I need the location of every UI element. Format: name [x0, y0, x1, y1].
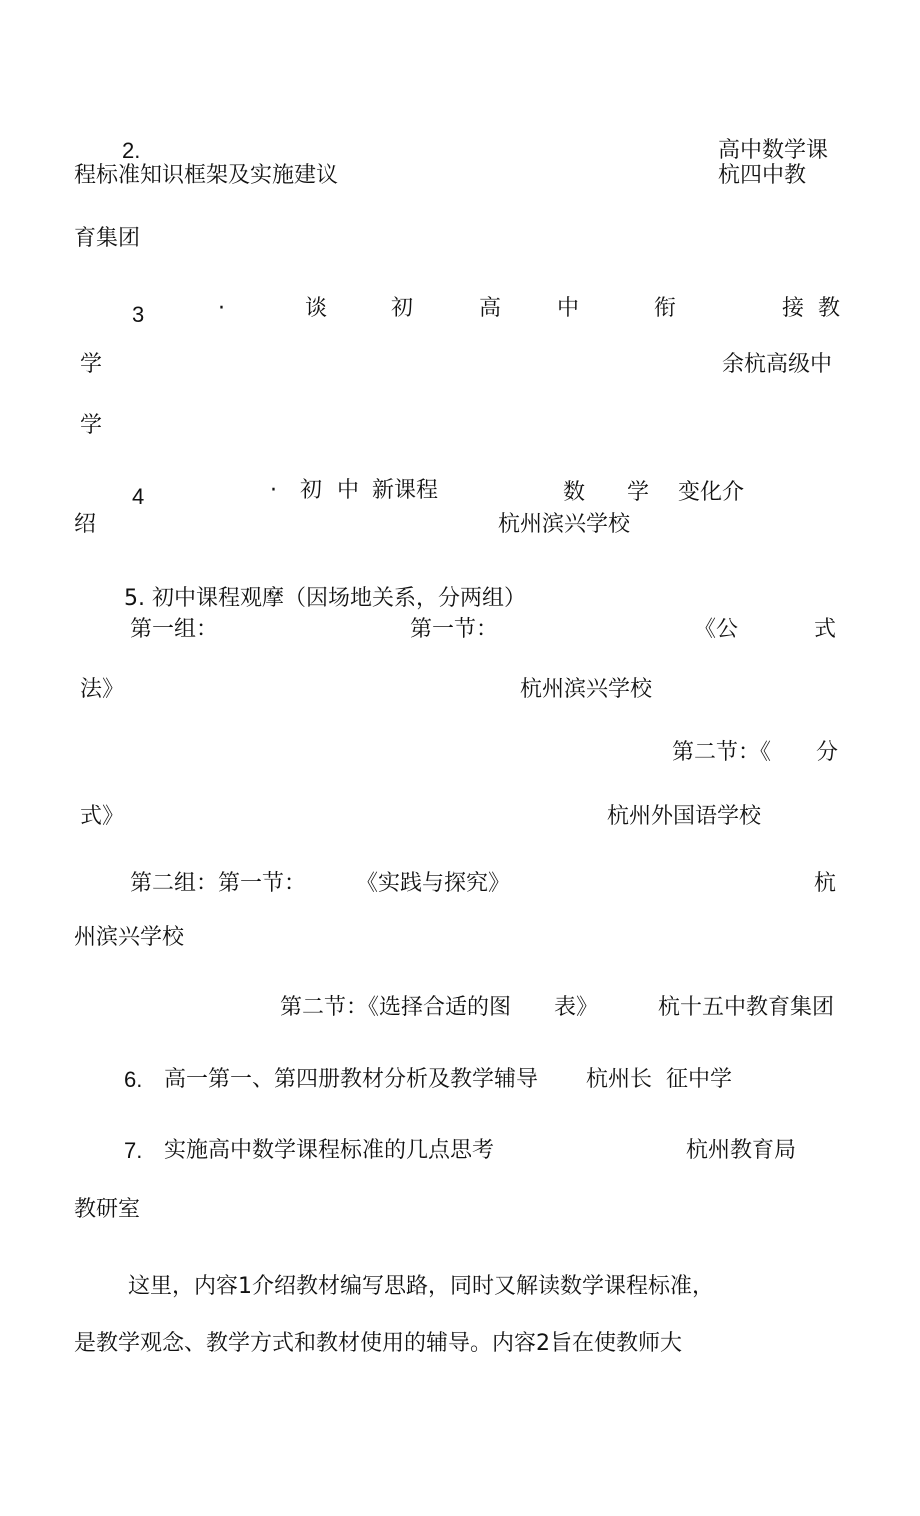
- item-5-heading: 5. 初中课程观摩（因场地关系，分两组）: [124, 586, 526, 611]
- item-3-word-4: 中: [557, 296, 580, 321]
- item-3-word-5: 衔: [654, 296, 677, 321]
- item-3-word-1: 谈: [305, 296, 328, 321]
- item-7-title: 实施高中数学课程标准的几点思考: [164, 1138, 495, 1163]
- group-2-session-2-label-b: 表》: [554, 995, 599, 1020]
- item-2-title-part-a: 高中数学课: [718, 138, 829, 163]
- group-1-label: 第一组：: [130, 617, 219, 642]
- item-4-number: 4: [132, 484, 145, 509]
- group-1-session-2-title-b: 式》: [80, 804, 125, 829]
- group-1-session-1-org: 杭州滨兴学校: [520, 677, 653, 702]
- item-3-word-7: 教: [818, 296, 841, 321]
- group-1-session-1-title-a: 《公: [694, 617, 739, 642]
- group-1-session-2-org: 杭州外国语学校: [607, 804, 762, 829]
- item-4-dot: ·: [270, 478, 277, 503]
- group-2-session-2-label: 第二节：《选择合适的图: [280, 995, 512, 1020]
- group-1-session-1-title-b: 式: [814, 617, 837, 642]
- group-1-session-1-title-c: 法》: [80, 677, 125, 702]
- item-3-word-3: 高: [479, 296, 502, 321]
- item-4-word-7: 绍: [74, 512, 97, 537]
- item-3-word-8: 学: [80, 352, 103, 377]
- paragraph-line-1: 这里，内容1介绍教材编写思路，同时又解读数学课程标准，: [128, 1274, 714, 1299]
- item-6-org-part-a: 杭州长: [586, 1067, 653, 1092]
- item-4-word-3: 新课程: [372, 478, 439, 503]
- item-4-word-5: 学: [627, 480, 650, 505]
- item-3-dot: ·: [218, 296, 225, 321]
- group-2-session-1-org-b: 州滨兴学校: [74, 925, 185, 950]
- group-2-label: 第二组：第一节：: [130, 871, 307, 896]
- item-2-number: 2.: [122, 138, 141, 163]
- group-2-session-1-org-a: 杭: [814, 871, 837, 896]
- item-3-org-part-a: 余杭高级中: [722, 352, 833, 377]
- item-6-number: 6.: [124, 1067, 143, 1092]
- item-3-word-2: 初: [391, 296, 414, 321]
- item-4-word-2: 中: [337, 478, 360, 503]
- item-2-title-part-b: 程标准知识框架及实施建议: [74, 163, 339, 188]
- item-3-number: 3: [132, 302, 145, 327]
- group-2-session-2-org: 杭十五中教育集团: [658, 995, 835, 1020]
- item-7-number: 7.: [124, 1138, 143, 1163]
- item-3-word-6: 接: [782, 296, 805, 321]
- item-6-org-part-b: 征中学: [666, 1067, 733, 1092]
- item-4-org: 杭州滨兴学校: [498, 512, 631, 537]
- item-3-org-part-b: 学: [80, 413, 103, 438]
- group-1-session-1-label: 第一节：: [410, 617, 499, 642]
- item-6-title: 高一第一、第四册教材分析及教学辅导: [164, 1067, 539, 1092]
- paragraph-line-2: 是教学观念、教学方式和教材使用的辅导。内容2旨在使教师大: [74, 1331, 682, 1356]
- item-4-word-6: 变化介: [678, 480, 745, 505]
- item-4-word-4: 数: [563, 480, 586, 505]
- item-7-org-part-b: 教研室: [74, 1197, 141, 1222]
- item-7-org-part-a: 杭州教育局: [686, 1138, 797, 1163]
- item-2-org-part-a: 杭四中教: [718, 163, 807, 188]
- group-2-session-1-title: 《实践与探究》: [356, 871, 511, 896]
- item-4-word-1: 初: [300, 478, 323, 503]
- group-1-session-2-title-a: 分: [816, 740, 839, 765]
- group-1-session-2-label: 第二节：《: [672, 740, 772, 765]
- item-2-org-part-b: 育集团: [74, 226, 141, 251]
